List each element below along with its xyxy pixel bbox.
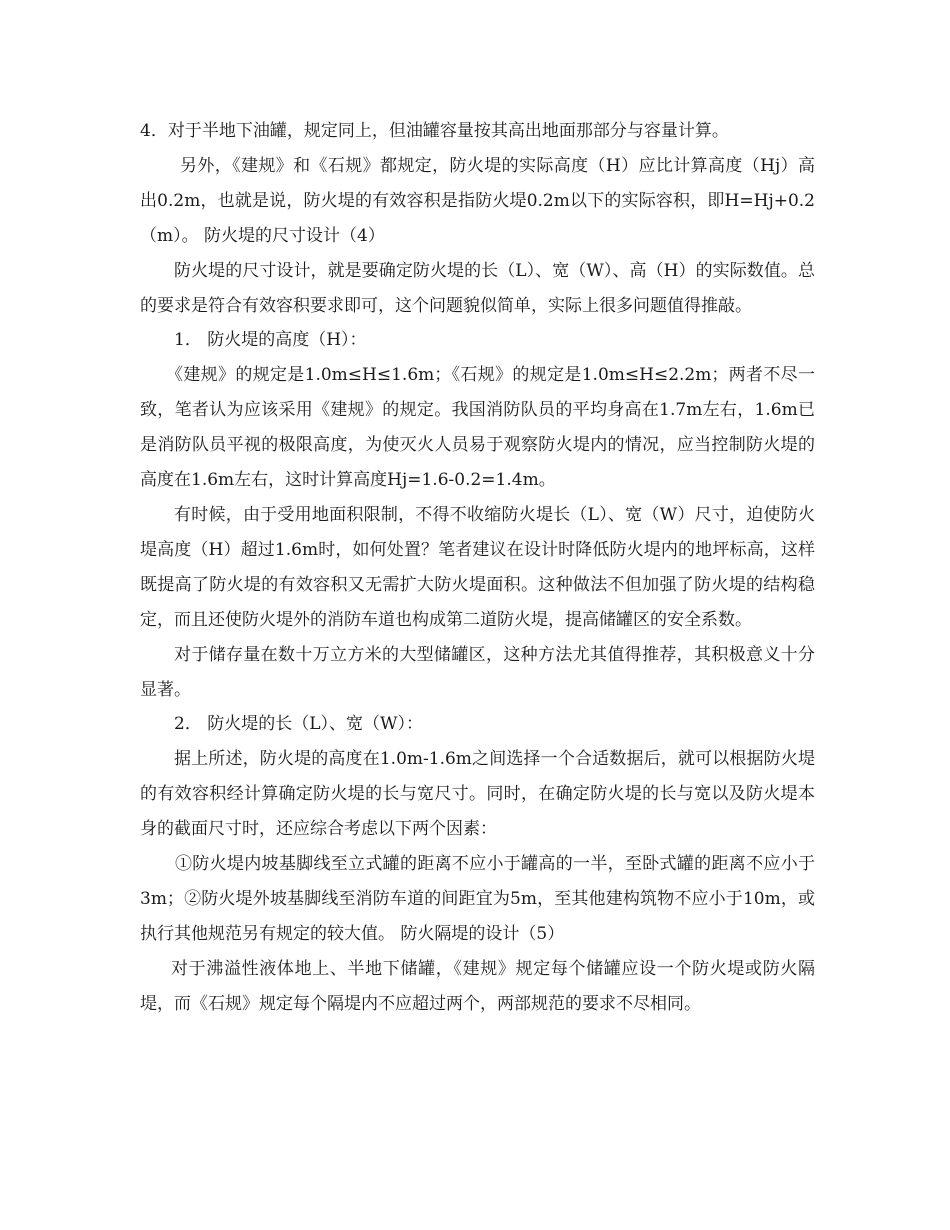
- heading-dike-height: 1． 防火堤的高度（H）：: [174, 330, 367, 351]
- paragraph-large-tank-area: 对于储存量在数十万立方米的大型储罐区，这种方法尤其值得推荐，其积极意义十分显著。: [140, 644, 815, 700]
- paragraph-land-limit: 有时候，由于受用地面积限制，不得不收缩防火堤长（L）、宽（W）尺寸，迫使防火堤高度（H）超过1.6m时，如何处置？笔者建议在设计时降低防火堤内的地坪标高，这样既提高了防火堤的有效容积又无需扩大防火堤面积。这种做法不但加强了防火堤的结构稳定，而且还使防火堤外的消防车道也构成第二道防火堤，提高储罐区的安全系数。: [140, 504, 815, 630]
- paragraph-height-rules: 《建规》的规定是1.0m≤H≤1.6m；《石规》的规定是1.0m≤H≤2.2m；两者不尽一致，笔者认为应该采用《建规》的规定。我国消防队员的平均身高在1.7m左右，1.6m已是消防队员平视的极限高度，为使灭火人员易于观察防火堤内的情况，应当控制防火堤的高度在1.6m左右，这时计算高度Hj=1.6-0.2=1.4m。: [140, 365, 815, 491]
- paragraph-dimension-design: 防火堤的尺寸设计，就是要确定防火堤的长（L）、宽（W）、高（H）的实际数值。总的要求是符合有效容积要求即可，这个问题貌似简单，实际上很多问题值得推敲。: [140, 260, 815, 316]
- heading-dike-length-width: 2． 防火堤的长（L）、宽（W）：: [174, 714, 423, 735]
- paragraph-distance-factors: ①防火堤内坡基脚线至立式罐的距离不应小于罐高的一半，至卧式罐的距离不应小于3m；②防火堤外坡基脚线至消防车道的间距宜为5m，至其他建构筑物不应小于10m，或执行其他规范另有规定的较大值。 防火隔堤的设计（5）: [140, 854, 815, 944]
- document-body: [140, 114, 815, 1022]
- paragraph-length-width-calc: 据上所述，防火堤的高度在1.0m-1.6m之间选择一个合适数据后，就可以根据防火堤的有效容积经计算确定防火堤的长与宽尺寸。同时，在确定防火堤的长与宽以及防火堤本身的截面尺寸时，还应综合考虑以下两个因素：: [140, 749, 815, 840]
- paragraph-boilover-tanks: 对于沸溢性液体地上、半地下储罐，《建规》规定每个储罐应设一个防火堤或防火隔堤，而《石规》规定每个隔堤内不应超过两个，两部规范的要求不尽相同。: [140, 958, 815, 1014]
- paragraph-item-4: 4．对于半地下油罐，规定同上，但油罐容量按其高出地面那部分与容量计算。: [140, 121, 729, 141]
- paragraph-effective-volume: 另外，《建规》和《石规》都规定，防火堤的实际高度（H）应比计算高度（Hj）高出0.2m，也就是说，防火堤的有效容积是指防火堤0.2m以下的实际容积，即H=Hj+0.2（m）。 防火堤的尺寸设计（4）: [140, 155, 815, 246]
